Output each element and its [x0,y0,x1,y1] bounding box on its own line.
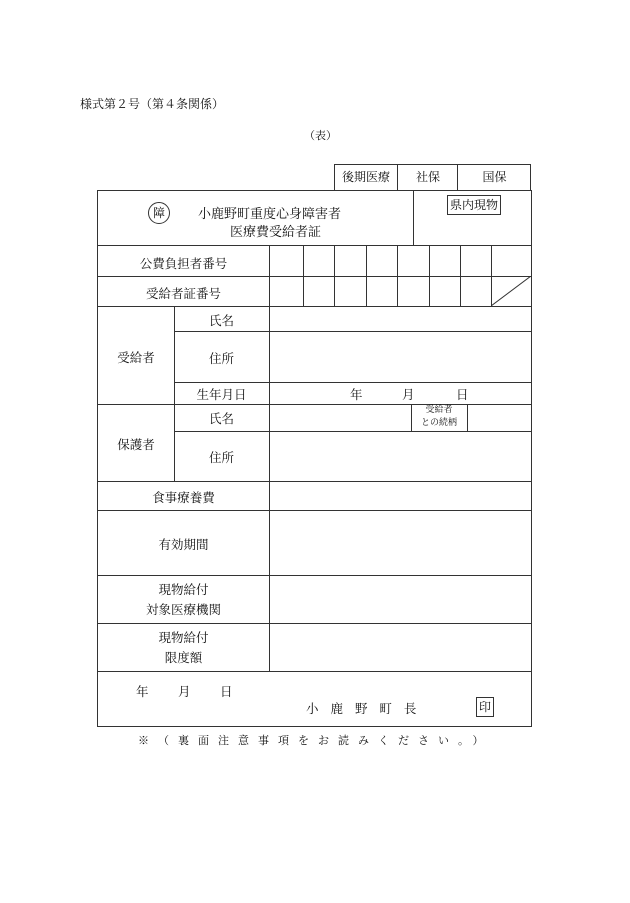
issue-month: 月 [178,684,191,699]
public-payer-number-label: 公費負担者番号 [139,256,228,271]
meal-cost-label: 食事療養費 [152,490,215,505]
guardian-relation-label-1: 受給者 [425,405,453,415]
issue-year: 年 [136,684,149,699]
certificate-title-line2: 医療費受給者証 [230,225,322,240]
guardian-address-label: 住所 [208,450,234,465]
guardian-relation-label-2: との続柄 [420,418,457,428]
insurance-type-shaho[interactable]: 社保 [397,165,458,190]
guardian-name-label: 氏名 [208,411,234,426]
footer-note: ※（裏面注意事項をお読みください。） [138,734,493,747]
issue-day: 日 [220,684,233,699]
guardian-section-label: 保護者 [117,437,155,452]
recipient-address-label: 住所 [208,351,234,366]
limit-label-1: 現物給付 [158,630,209,645]
institution-label-1: 現物給付 [158,582,209,597]
form-number: 様式第２号（第４条関係） [80,97,225,111]
prefecture-badge: 県内現物 [447,195,501,215]
disability-seal-icon: 障 [148,202,170,224]
certificate-title-line1: 小鹿野町重度心身障害者 [198,207,342,222]
insurance-type-table [334,164,531,191]
institution-label-2: 対象医療機関 [145,602,221,617]
insurance-type-kouki[interactable]: 後期医療 [341,170,390,184]
diagonal-slash-icon [491,276,531,306]
dob-month: 月 [402,387,415,402]
validity-period-label: 有効期間 [158,537,209,552]
dob-year: 年 [350,387,363,402]
seal-stamp: 印 [476,697,494,717]
recipient-dob-label: 生年月日 [196,387,247,402]
certificate-table [97,190,532,727]
insurance-type-kokuho[interactable]: 国保 [457,165,531,190]
recipient-name-label: 氏名 [208,313,234,328]
mayor-title: 小 鹿 野 町 長 [306,701,421,716]
side-label: （表） [304,129,337,142]
limit-label-2: 限度額 [164,650,203,665]
dob-day: 日 [456,387,469,402]
recipient-section-label: 受給者 [117,350,155,365]
recipient-number-label: 受給者証番号 [145,286,221,301]
